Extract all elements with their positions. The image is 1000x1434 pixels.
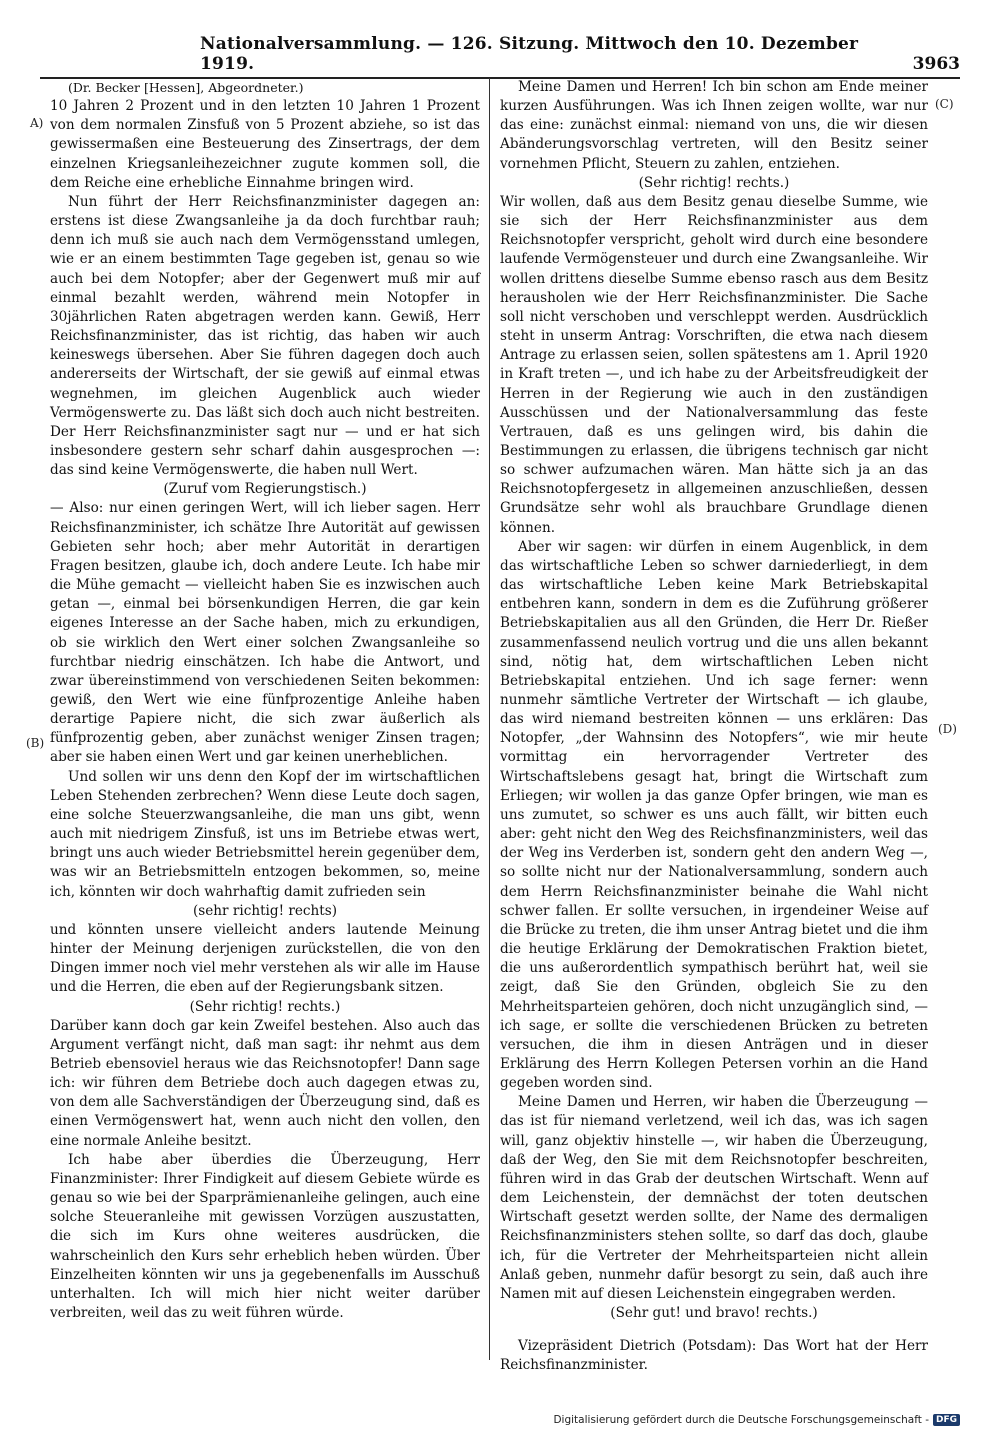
margin-mark-c: (C) (935, 97, 954, 111)
margin-mark-a: A) (30, 116, 44, 130)
right-column (500, 78, 928, 1375)
interjection: (Zuruf vom Regierungstisch.) (163, 481, 367, 498)
margin-mark-d: (D) (938, 722, 957, 736)
paragraph: Nun führt der Herr Reichsfinanzminister dagegen an: erstens ist diese Zwangsanleihe ja da doch furchtbar rauh; denn ich muß sie auch nach dem Vermögensstand umlegen, wie er an einem bestimmten Tage gegeben ist, genau so wie auch bei dem Notopfer; aber der Gegenwert muß mir auf einmal bezahlt werden, während mein Notopfer in 30jährlichen Raten abgetragen werden kann. Gewiß, Herr Reichsfinanzminister, das ist richtig, das haben wir auch keineswegs übersehen. Aber Sie führen dagegen doch auch andererseits der Wirtschaft, der sie gewiß auf einmal etwas wegnehmen, im gleichen Augenblick auch wieder Vermögenswerte zu. Das läßt sich doch auch nicht bestreiten. Der Herr Reichsfinanzminister sagt nur — und er hat sich insbesondere gestern sehr scharf dahin ausgesprochen —: das sind keine Vermögenswerte, die haben null Wert. (50, 193, 480, 479)
footer-text: Digitalisierung gefördert durch die Deutsche Forschungsgemeinschaft - (553, 1414, 929, 1426)
paragraph: Ich habe aber überdies die Überzeugung, Herr Finanzminister: Ihrer Findigkeit auf diesem Gebiete würde es genau so wie bei der Sparprämienanleihe gelingen, auch eine solche Steueranleihe mit gewissen Vorzügen auszustatten, die sich im Kurs ohne weiteres ausdrücken, die wahrscheinlich den Kurs sehr erheblich heben würden. Über Einzelheiten könnten wir uns ja gegebenenfalls im Ausschuß unterhalten. Ich will mich hier nicht weiter darüber verbreiten, weil das zu weit führen würde. (50, 1151, 480, 1321)
speaker-continuation: (Dr. Becker [Hessen], Abgeordneter.) (68, 80, 304, 95)
page-header (40, 34, 960, 79)
margin-mark-b: (B) (26, 736, 45, 750)
paragraph: 10 Jahren 2 Prozent und in den letzten 10 Jahren 1 Prozent von dem normalen Zinsfuß von 5 Prozent abziehe, so ist das gewissermaßen eine Besteuerung des Zinsertrags, der dem einzelnen Kriegsanleihezeichner zugute kommen soll, die dem Reiche eine erhebliche Einnahme bringen wird. (50, 98, 480, 191)
paragraph: Meine Damen und Herren, wir haben die Überzeugung — das ist für niemand verletzend, weil ich das, was ich sagen will, ganz objektiv hinstelle —, wir haben die Überzeugung, daß der Weg, den Sie mit dem Reichsnotopfer beschreiten, führen wird in das Grab der deutschen Wirtschaft. Wenn auf dem Leichenstein, der demnächst der toten deutschen Wirtschaft gesetzt werden sollte, der Name des dermaligen Reichsfinanzministers stehen sollte, so darf das doch, glaube ich, für die Vertreter der Mehrheitsparteien nicht allein Anlaß geben, nunmehr dafür besorgt zu sein, daß auch ihre Namen mit auf diesen Leichenstein eingegraben werden. (500, 1094, 928, 1302)
paragraph: und könnten unsere vielleicht anders lautende Meinung hinter der Meinung derjenigen zurückstellen, die von den Dingen immer noch viel mehr verstehen als wir alle im Hause und die Herren, die eben auf der Regierungsbank sitzen. (50, 921, 480, 996)
left-column (50, 78, 480, 1323)
interjection: (Sehr richtig! rechts.) (638, 174, 790, 191)
paragraph: Und sollen wir uns denn den Kopf der im wirtschaftlichen Leben Stehenden zerbrechen? Wenn diese Leute doch sagen, eine solche Steuerzwangsanleihe, die man uns gibt, wenn auch mit niedrigem Zinsfuß, ist uns im Betriebe etwas wert, bringt uns auch wieder Betriebsmittel herein gegenüber dem, was wir an Betriebsmitteln entzogen bekommen, so, meine ich, könnten wir doch wahrhaftig damit zufrieden sein (50, 768, 480, 900)
dfg-logo: DFG (933, 1414, 960, 1426)
paragraph: Aber wir sagen: wir dürfen in einem Augenblick, in dem das wirtschaftliche Leben so schwer darniederliegt, in dem das wirtschaftliche Leben keine Mark Betriebskapital entbehren kann, sondern in dem es die Zuführung größerer Betriebskapitalien aus all den Gründen, die Herr Dr. Rießer zusammenfassend neulich vortrug und die uns allen bekannt sind, nötig hat, dem wirtschaftlichen Leben nicht Betriebskapital entziehen. Und ich sage ferner: wenn nunmehr sämtliche Vertreter der Wirtschaft — ich glaube, das wird niemand bestreiten können — uns erklären: Das Notopfer, „der Wahnsinn des Notopfers“, wie mir heute vormittag ein hervorragender Vertreter des Wirtschaftslebens gesagt hat, bringt die Wirtschaft zum Erliegen; wir wollen ja das ganze Opfer bringen, wie man es uns zumutet, so schwer es uns auch fällt, wir bitten euch aber: geht nicht den Weg des Reichsfinanzministers, weil das der Weg ins Verderben ist, sondern geht den andern Weg —, so sollte nicht nur der Nationalversammlung, sondern auch dem Herrn Reichsfinanzminister beinahe die Wahl nicht schwer fallen. Er sollte versuchen, in irgendeiner Weise auf die Brücke zu treten, die ihm unser Antrag bietet und die ihm die heutige Erklärung der Demokratischen Fraktion bietet, die uns außerordentlich sympathisch berührt hat, weil sie zeigt, daß Sie den Gründen, obgleich Sie zu den Mehrheitsparteien gehören, doch nicht unzugänglich sind, — ich sage, er sollte die verschiedenen Brücken zu betreten versuchen, die ihm in diesen Anträgen und in dieser Erklärung des Herrn Kollegen Petersen vorhin an die Hand gegeben worden sind. (500, 538, 928, 1092)
paragraph: Darüber kann doch gar kein Zweifel bestehen. Also auch das Argument verfängt nicht, daß man sagt: ihr nehmt aus dem Betrieb ebensoviel heraus wie das Reichsnotopfer! Dann sage ich: wir führen dem Betriebe doch auch dagegen etwas zu, von dem alle Sachverständigen der Überzeugung sind, daß es einen Vermögenswert hat, wenn auch nicht den vollen, den eine normale Anleihe besitzt. (50, 1017, 480, 1149)
paragraph: — Also: nur einen geringen Wert, will ich lieber sagen. Herr Reichsfinanzminister, ich schätze Ihre Autorität auf gewissen Gebieten sehr hoch; aber mehr Autorität in derartigen Fragen besitzen, glaube ich, doch andere Leute. Ich habe mir die Mühe gemacht — vielleicht haben Sie es inzwischen auch getan —, einmal bei börsenkundigen Herren, die gar kein eigenes Interesse an der Sache haben, mich zu erkundigen, ob sie wirklich den Wert einer solchen Zwangsanleihe so furchtbar niedrig einschätzen. Ich habe die Antwort, und zwar übereinstimmend von verschiedenen Seiten bekommen: gewiß, den Wert wie eine fünfprozentige Anleihe haben derartige Papiere nicht, die sich zwar äußerlich als fünfprozentig geben, aber zunächst weniger Zinsen tragen; aber sie haben einen Wert und gar keinen unerheblichen. (50, 500, 480, 766)
speaker-paragraph: Vizepräsident Dietrich (Potsdam): Das Wort hat der Herr Reichsfinanzminister. (500, 1338, 928, 1374)
paragraph: Meine Damen und Herren! Ich bin schon am Ende meiner kurzen Ausführungen. Was ich Ihnen zeigen wollte, war nur das eine: zunächst einmal: niemand von uns, die wir diesen Abänderungsvorschlag vertreten, will den Besitz seiner vornehmen Pflicht, Steuern zu zahlen, entziehen. (500, 79, 928, 172)
column-divider (489, 78, 490, 1360)
interjection: (sehr richtig! rechts) (192, 902, 338, 919)
interjection: (Sehr richtig! rechts.) (189, 998, 341, 1015)
page-number: 3963 (912, 54, 960, 74)
paragraph: Wir wollen, daß aus dem Besitz genau dieselbe Summe, wie sie sich der Herr Reichsfinanzminister aus dem Reichsnotopfer verspricht, geholt wird durch eine besondere laufende Vermögensteuer und durch eine Zwangsanleihe. Wir wollen drittens dieselbe Summe ebenso rasch aus dem Besitz herausholen wie der Herr Reichsfinanzminister. Die Sache soll nicht verschoben und verschleppt werden. Ausdrücklich steht in unserm Antrag: Vorschriften, die etwa nach diesem Antrage zu erlassen seien, sollen spätestens am 1. April 1920 in Kraft treten —, und ich habe zu der Arbeitsfreudigkeit der Herren in der Regierung wie auch in den zuständigen Ausschüssen und der Nationalversammlung das feste Vertrauen, daß es uns gelingen wird, bis dahin die Bestimmungen zu erlassen, die übrigens technisch gar nicht so schwer aufzumachen wären. Man hätte sich ja an das Reichsnotopfergesetz in allgemeinen anzuschließen, dessen Grundsätze sehr wohl als brauchbare Grundlage dienen können. (500, 193, 928, 536)
footer (553, 1414, 960, 1426)
running-title: Nationalversammlung. — 126. Sitzung. Mittwoch den 10. Dezember 1919. (200, 34, 859, 74)
interjection: (Sehr gut! und bravo! rechts.) (610, 1305, 818, 1321)
